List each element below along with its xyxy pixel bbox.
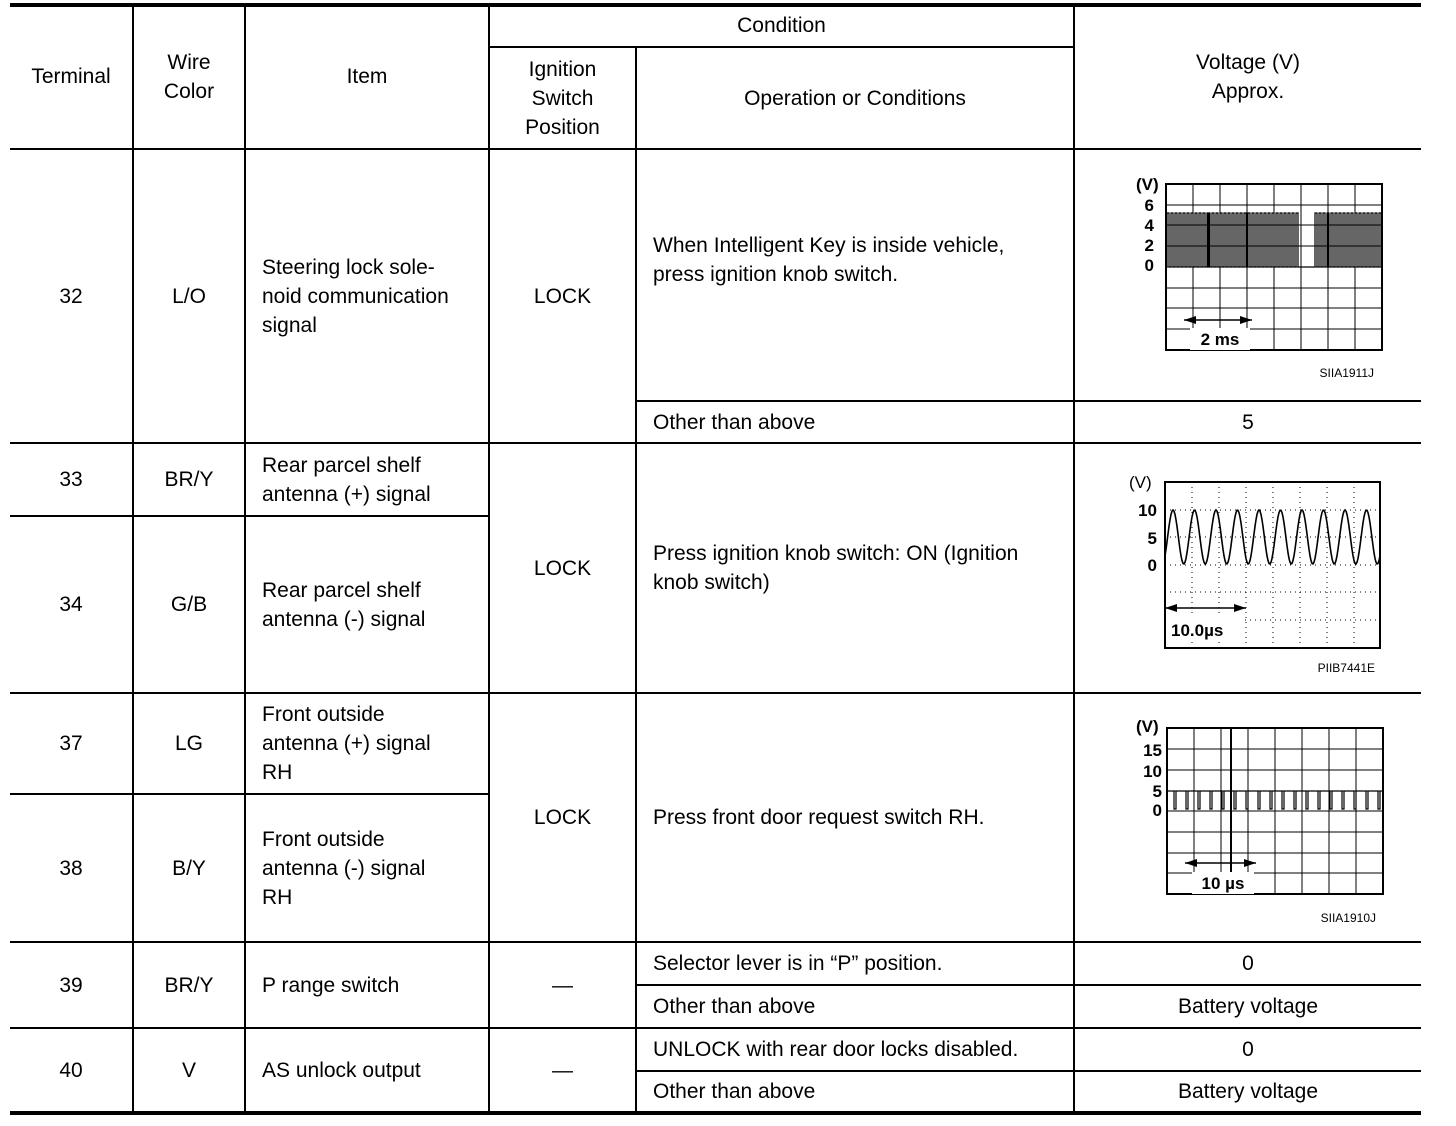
waveform-rear-parcel-antenna <box>1125 466 1400 681</box>
item-cell: Rear parcel shelf antenna (-) signal <box>262 578 426 631</box>
wave-unit-label: (V) <box>1136 175 1159 194</box>
header-item: Item <box>346 65 388 88</box>
wave-time-label: 10 µs <box>1201 874 1245 893</box>
condition-cell: UNLOCK with rear door locks disabled. <box>653 1038 1019 1061</box>
terminal-cell: 32 <box>59 284 83 308</box>
wave-code: SIIA1911J <box>1319 366 1374 380</box>
terminal-cell: 39 <box>59 973 83 997</box>
wave-code: PIIB7441E <box>1317 661 1375 675</box>
item-cell: Front outside antenna (+) signal RH <box>262 703 431 784</box>
condition-cell: Other than above <box>653 1080 816 1103</box>
wire-color-cell: LG <box>174 732 203 755</box>
ignition-cell: — <box>552 973 573 997</box>
ignition-cell: — <box>552 1058 573 1082</box>
wave-time-label: 2 ms <box>1200 330 1240 349</box>
condition-cell: Press ignition knob switch: ON (Ignition knob switch) <box>653 542 1019 594</box>
item-cell: Steering lock sole- noid communication signal <box>262 255 449 337</box>
wave-tick-label: 10 <box>1138 501 1157 520</box>
wave-tick-label: 15 <box>1143 741 1162 760</box>
wire-color-cell: BR/Y <box>164 468 214 491</box>
condition-cell: Press front door request switch RH. <box>653 806 985 829</box>
condition-cell: Other than above <box>653 995 816 1018</box>
ignition-cell: LOCK <box>533 284 592 308</box>
ignition-cell: LOCK <box>533 556 592 580</box>
voltage-cell: Battery voltage <box>1177 1080 1319 1103</box>
item-cell: Front outside antenna (-) signal RH <box>262 827 426 909</box>
header-terminal: Terminal <box>31 65 111 88</box>
wire-color-cell: BR/Y <box>164 973 214 997</box>
wave-unit-label: (V) <box>1129 473 1152 492</box>
header-ignition: Ignition Switch Position <box>525 57 600 139</box>
item-cell: Rear parcel shelf antenna (+) signal <box>262 453 431 506</box>
wave-tick-label: 0 <box>1147 556 1157 575</box>
wave-tick-label: 10 <box>1143 762 1162 781</box>
ignition-cell: LOCK <box>533 806 592 829</box>
wave-tick-label: 5 <box>1147 529 1157 548</box>
header-condition: Condition <box>737 14 826 37</box>
voltage-cell: 5 <box>1242 410 1254 434</box>
voltage-cell: Battery voltage <box>1177 995 1319 1018</box>
condition-cell: Selector lever is in “P” position. <box>653 952 943 975</box>
wave-tick-label: 0 <box>1144 256 1154 275</box>
wire-color-cell: L/O <box>172 284 206 308</box>
wave-unit-label: (V) <box>1136 717 1159 736</box>
terminal-cell: 38 <box>59 856 83 880</box>
wave-tick-label: 6 <box>1144 196 1154 215</box>
wire-color-cell: G/B <box>170 593 208 616</box>
item-cell: AS unlock output <box>262 1058 421 1082</box>
terminal-cell: 40 <box>59 1058 83 1082</box>
wave-tick-label: 4 <box>1144 216 1154 235</box>
wire-color-cell: V <box>181 1058 196 1082</box>
voltage-cell: 0 <box>1242 952 1254 975</box>
terminal-cell: 37 <box>59 732 83 755</box>
wave-tick-label: 5 <box>1152 782 1162 801</box>
header-operation: Operation or Conditions <box>744 86 966 110</box>
header-voltage: Voltage (V) Approx. <box>1196 50 1300 103</box>
terminal-cell: 33 <box>59 468 83 491</box>
condition-cell: Other than above <box>653 410 816 434</box>
wave-time-label: 10.0µs <box>1171 621 1224 640</box>
terminal-cell: 34 <box>59 593 83 616</box>
waveform-front-outside-antenna <box>1130 712 1400 927</box>
item-cell: P range switch <box>262 973 400 997</box>
table-bottom-border <box>10 1111 1421 1115</box>
voltage-cell: 0 <box>1242 1038 1254 1061</box>
wave-code: SIIA1910J <box>1320 911 1376 925</box>
condition-cell: When Intelligent Key is inside vehicle, press ignition knob switch. <box>653 234 1005 286</box>
wave-tick-label: 0 <box>1152 801 1162 820</box>
header-wire-color: Wire Color <box>163 50 215 103</box>
wave-tick-label: 2 <box>1144 236 1154 255</box>
wire-color-cell: B/Y <box>172 856 206 880</box>
waveform-steering-lock <box>1130 170 1400 385</box>
